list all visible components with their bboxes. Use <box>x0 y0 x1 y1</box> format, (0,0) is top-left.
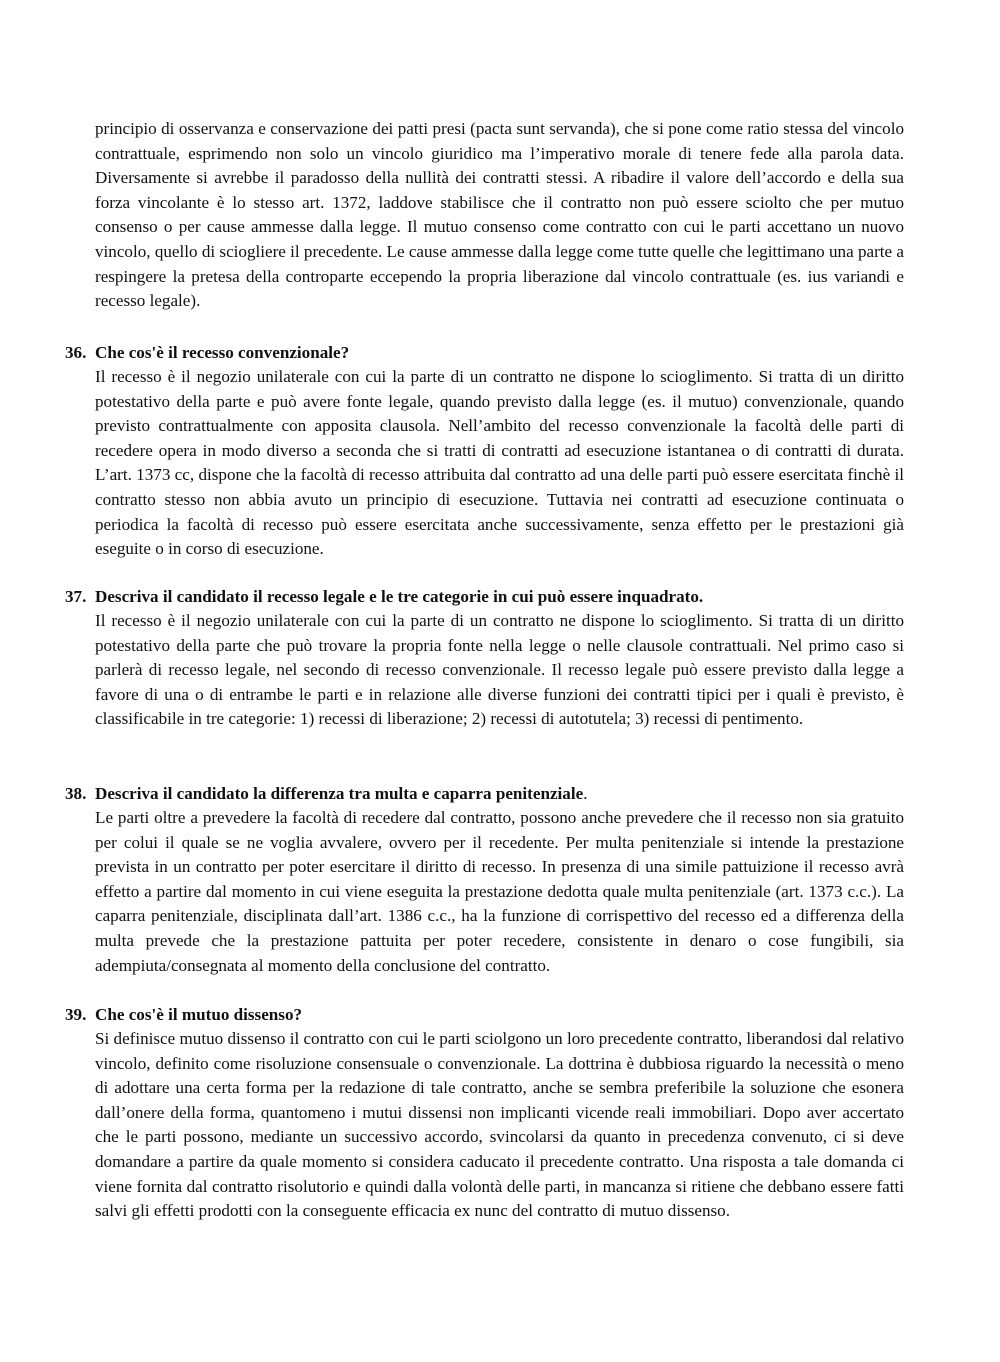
question-36-heading <box>65 341 925 366</box>
intro-paragraph: principio di osservanza e conservazione dei patti presi (pacta sunt servanda), che si pone come ratio stessa del vincolo contrattuale, esprimendo non solo un vincolo giuridico ma l’imperativo morale di tenere fede alla parola data. Diversamente si avrebbe il paradosso della nullità dei contratti stessi. A ribadire il valore dell’accordo e della sua forza vincolante è lo stesso art. 1372, laddove stabilisce che il contratto non può essere sciolto che per mutuo consenso o per cause ammesse dalla legge. Il mutuo consenso come contratto con cui le parti accettano un nuovo vincolo, quello di sciogliere il precedente. Le cause ammesse dalla legge come tutte quelle che legittimano una parte a respingere la pretesa della controparte eccependo la propria liberazione dal vincolo contrattuale (es. ius variandi e recesso legale). <box>95 119 904 311</box>
question-title: Che cos'è il recesso convenzionale? <box>95 343 350 362</box>
question-37-heading <box>65 585 925 610</box>
question-title-trailing: . <box>583 784 588 803</box>
question-title: Descriva il candidato la differenza tra multa e caparra penitenziale <box>95 784 584 803</box>
answer-38: Le parti oltre a prevedere la facoltà di recedere dal contratto, possono anche prevedere che il recesso non sia gratuito per colui il quale se ne voglia avvalere, ovvero per il recedente. Per multa penitenziale si intende la prestazione prevista in un contratto per poter esercitare il diritto di recesso. In presenza di una simile pattuizione il recesso avrà effetto a partire dal momento in cui viene eseguita la prestazione dedotta quale multa penitenziale (art. 1373 c.c.). La caparra penitenziale, disciplinata dall’art. 1386 c.c., ha la funzione di corrispettivo del recesso ed a differenza della multa prevede che la prestazione pattuita per poter recedere, consistente in denaro o cose fungibili, sia adempiuta/consegnata al momento della conclusione del contratto. <box>95 808 904 975</box>
question-title: Descriva il candidato il recesso legale e le tre categorie in cui può essere inquadrato. <box>95 587 704 606</box>
question-number: 38. <box>65 784 87 803</box>
question-38-heading <box>65 782 925 807</box>
question-number: 39. <box>65 1005 87 1024</box>
question-39-heading <box>65 1003 925 1028</box>
answer-39: Si definisce mutuo dissenso il contratto con cui le parti sciolgono un loro precedente contratto, liberandosi dal relativo vincolo, definito come risoluzione consensuale o convenzionale. La dottrina è dubbiosa riguardo la necessità o meno di adottare una certa forma per la redazione di tale contratto, anche se sembra preferibile la soluzione che esonera dall’onere della forma, quantomeno i mutui dissensi non implicanti vicende reali immobiliari. Dopo aver accertato che le parti possono, mediante un successivo accordo, svincolarsi da quanto in precedenza convenuto, ci si deve domandare a partire da quale momento si considera caducato il precedente contratto. Una risposta a tale domanda ci viene fornita dal contratto risolutorio e quindi dalla volontà delle parti, in mancanza si ritiene che debbano essere fatti salvi gli effetti prodotti con la conseguente efficacia ex nunc del contratto di mutuo dissenso. <box>95 1029 904 1221</box>
answer-37: Il recesso è il negozio unilaterale con cui la parte di un contratto ne dispone lo scioglimento. Si tratta di un diritto potestativo della parte che può trovare la propria fonte nella legge o nelle clausole contrattuali. Nel primo caso si parlerà di recesso legale, nel secondo di recesso convenzionale. Il recesso legale può essere previsto dalla legge a favore di una o di entrambe le parti e in relazione alle diverse funzioni dei contratti tipici per i quali è previsto, è classificabile in tre categorie: 1) recessi di liberazione; 2) recessi di autotutela; 3) recessi di pentimento. <box>95 611 904 729</box>
question-number: 36. <box>65 343 87 362</box>
answer-36: Il recesso è il negozio unilaterale con cui la parte di un contratto ne dispone lo scioglimento. Si tratta di un diritto potestativo della parte e può avere fonte legale, quando previsto dalla legge (es. il mutuo) convenzionale, quando previsto contrattualmente con apposita clausola. Nell’ambito del recesso convenzionale la facoltà delle parti di recedere opera in modo diverso a seconda che si tratti di contratti ad esecuzione istantanea o di contratti di durata. L’art. 1373 cc, dispone che la facoltà di recesso attribuita dal contratto ad una delle parti può essere esercitata finchè il contratto stesso non abbia avuto un principio di esecuzione. Tuttavia nei contratti ad esecuzione continuata o periodica la facoltà di recesso può essere esercitata anche successivamente, senza effetto per le prestazioni già eseguite o in corso di esecuzione. <box>95 367 904 559</box>
question-number: 37. <box>65 587 87 606</box>
question-title: Che cos'è il mutuo dissenso? <box>95 1005 303 1024</box>
